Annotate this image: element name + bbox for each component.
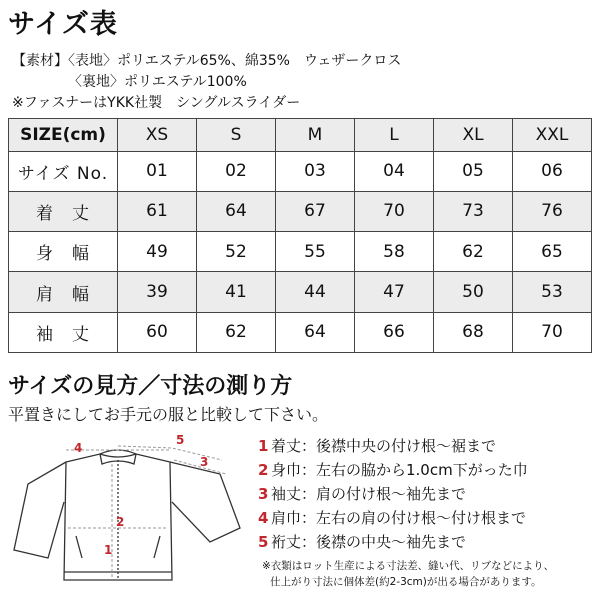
row-label: 肩 幅 (9, 272, 118, 312)
table-cell: 58 (355, 232, 434, 272)
legend-number: 1 (258, 437, 269, 455)
size-header-cell: M (276, 119, 355, 152)
howto-title: サイズの見方／寸法の測り方 (8, 374, 293, 399)
table-row (9, 191, 592, 231)
jacket-diagram (8, 432, 248, 592)
table-cell: 68 (434, 312, 513, 352)
table-cell: 02 (197, 151, 276, 191)
size-header-cell: L (355, 119, 434, 152)
row-label: 袖 丈 (9, 312, 118, 352)
legend-number: 5 (258, 533, 269, 551)
table-cell: 65 (513, 232, 592, 272)
table-cell: 67 (276, 191, 355, 231)
size-header-cell: XL (434, 119, 513, 152)
material-line: 〈裏地〉ポリエステル100% (68, 74, 247, 90)
diagram-label: 3 (200, 455, 209, 469)
table-cell: 53 (513, 272, 592, 312)
diagram-label: 2 (116, 515, 125, 529)
page-title: サイズ表 (8, 9, 118, 40)
size-corner-cell: SIZE(cm) (9, 119, 118, 152)
table-cell: 73 (434, 191, 513, 231)
list-item (258, 482, 528, 506)
size-header-cell: XS (118, 119, 197, 152)
table-row (9, 151, 592, 191)
table-row (9, 312, 592, 352)
diagram-label: 5 (176, 433, 185, 447)
table-cell: 64 (276, 312, 355, 352)
table-cell: 60 (118, 312, 197, 352)
list-item (258, 458, 528, 482)
table-row (9, 232, 592, 272)
size-header-cell: XXL (513, 119, 592, 152)
list-item (258, 506, 528, 530)
material-info (12, 51, 401, 114)
legend-text: 身巾：左右の脇から1.0cm下がった巾 (271, 461, 528, 479)
legend-number: 2 (258, 461, 269, 479)
table-cell: 61 (118, 191, 197, 231)
table-cell: 01 (118, 151, 197, 191)
note-line: 仕上がり寸法に個体差(約2-3cm)が出る場合があります。 (270, 576, 542, 588)
table-cell: 39 (118, 272, 197, 312)
legend-number: 3 (258, 485, 269, 503)
table-cell: 04 (355, 151, 434, 191)
row-label: 身 幅 (9, 232, 118, 272)
table-cell: 50 (434, 272, 513, 312)
diagram-label: 1 (104, 543, 113, 557)
table-cell: 03 (276, 151, 355, 191)
table-cell: 62 (434, 232, 513, 272)
jacket-outline-icon (14, 450, 240, 580)
legend-text: 袖丈：肩の付け根〜袖先まで (271, 485, 467, 503)
measurement-legend (258, 434, 528, 554)
table-row (9, 272, 592, 312)
list-item (258, 530, 528, 554)
size-note (262, 558, 554, 590)
legend-number: 4 (258, 509, 269, 527)
table-cell: 64 (197, 191, 276, 231)
legend-text: 裄丈：後襟の中央〜袖先まで (271, 533, 467, 551)
legend-text: 着丈：後襟中央の付け根〜裾まで (271, 437, 497, 455)
size-header-cell: S (197, 119, 276, 152)
table-cell: 49 (118, 232, 197, 272)
row-label: 着 丈 (9, 191, 118, 231)
table-cell: 06 (513, 151, 592, 191)
table-cell: 41 (197, 272, 276, 312)
howto-subtitle: 平置きにしてお手元の服と比較して下さい。 (8, 405, 329, 424)
table-cell: 76 (513, 191, 592, 231)
diagram-label: 4 (74, 441, 83, 455)
table-cell: 44 (276, 272, 355, 312)
material-line: 【素材】〈表地〉ポリエステル65%、綿35% ウェザークロス (12, 53, 402, 69)
size-table (8, 118, 592, 353)
row-label: サイズ No. (9, 151, 118, 191)
legend-text: 肩巾：左右の肩の付け根〜付け根まで (271, 509, 527, 527)
size-header-row (9, 119, 592, 152)
list-item (258, 434, 528, 458)
table-cell: 70 (513, 312, 592, 352)
table-cell: 47 (355, 272, 434, 312)
table-cell: 66 (355, 312, 434, 352)
table-cell: 55 (276, 232, 355, 272)
table-cell: 52 (197, 232, 276, 272)
material-line: ※ファスナーはYKK社製 シングルスライダー (12, 95, 301, 111)
note-line: ※衣類はロット生産による寸法差、縫い代、リブなどにより、 (262, 560, 555, 572)
table-cell: 05 (434, 151, 513, 191)
table-cell: 62 (197, 312, 276, 352)
table-cell: 70 (355, 191, 434, 231)
